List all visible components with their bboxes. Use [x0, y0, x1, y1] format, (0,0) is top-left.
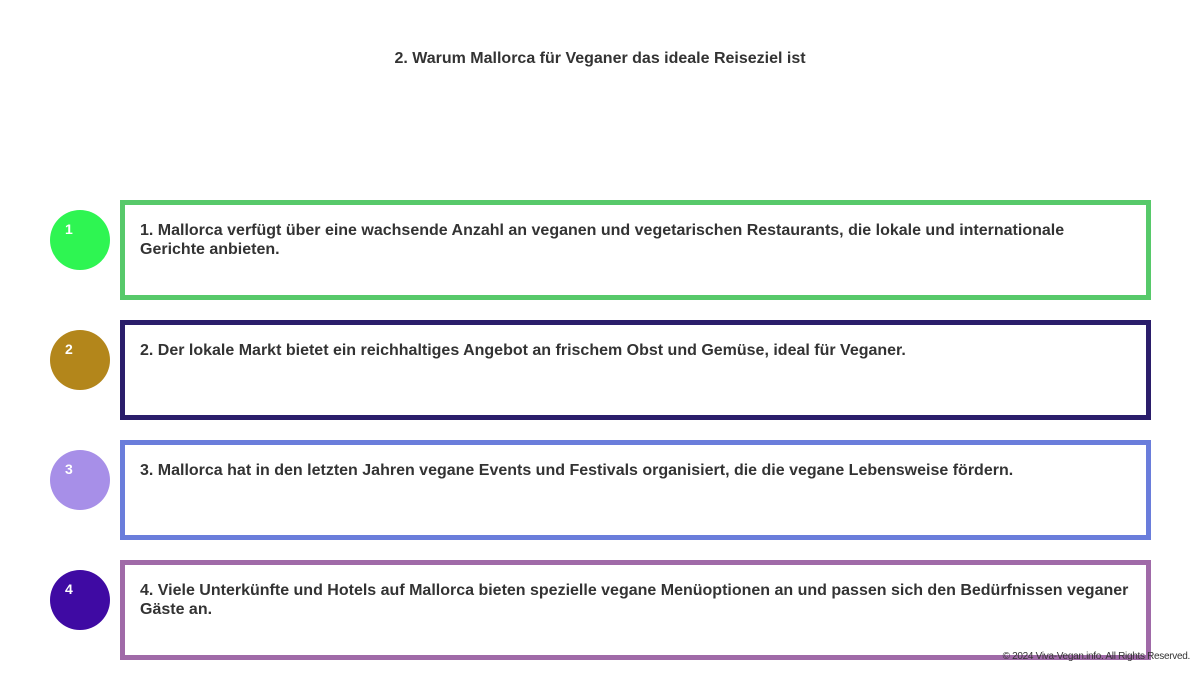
- item-text: 2. Der lokale Markt bietet ein reichhaltiges Angebot an frischem Obst und Gemüse, ideal für Veganer.: [140, 342, 906, 359]
- list-item: [0, 440, 1200, 540]
- list-item: [0, 200, 1200, 300]
- item-box: [120, 200, 1151, 300]
- item-box: [120, 440, 1151, 540]
- item-text: 4. Viele Unterkünfte und Hotels auf Mallorca bieten spezielle vegane Menüoptionen an und passen sich den Bedürfnissen veganer Gäste an.: [140, 582, 1129, 618]
- copyright-footer: © 2024 Viva-Vegan.info. All Rights Reserved.: [1002, 651, 1190, 662]
- item-text: 3. Mallorca hat in den letzten Jahren vegane Events und Festivals organisiert, die die vegane Lebensweise fördern.: [140, 462, 1014, 479]
- item-box: [120, 320, 1151, 420]
- number-circle: [50, 210, 110, 270]
- item-number: 1: [65, 221, 73, 237]
- number-circle: [50, 450, 110, 510]
- item-number: 2: [65, 341, 73, 357]
- number-circle: [50, 570, 110, 630]
- item-box: [120, 560, 1151, 660]
- item-text: 1. Mallorca verfügt über eine wachsende Anzahl an veganen und vegetarischen Restaurants, die lokale und internationale Gerichte anbieten.: [140, 222, 1065, 258]
- page-title: 2. Warum Mallorca für Veganer das ideale Reiseziel ist: [394, 50, 806, 67]
- list-item: [0, 560, 1200, 660]
- list-item: [0, 320, 1200, 420]
- item-number: 4: [65, 581, 73, 597]
- number-circle: [50, 330, 110, 390]
- item-number: 3: [65, 461, 73, 477]
